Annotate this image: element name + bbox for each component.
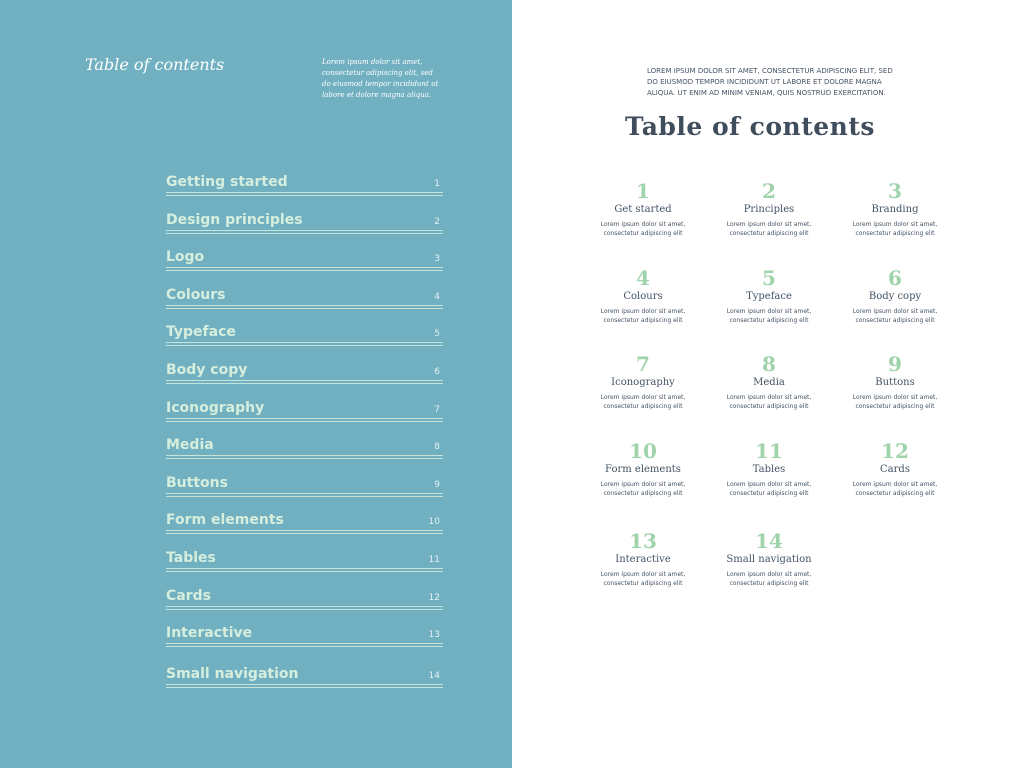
toc-divider	[166, 530, 443, 534]
toc-grid-cell[interactable]	[699, 181, 839, 238]
section-description	[699, 570, 839, 588]
section-description-line: Lorem ipsum dolor sit amet,	[852, 221, 938, 228]
section-description	[825, 307, 965, 325]
section-description-line: Lorem ipsum dolor sit amet,	[600, 221, 686, 228]
toc-item-page-number: 5	[434, 329, 440, 340]
toc-grid-cell[interactable]	[699, 268, 839, 325]
section-description-line: Lorem ipsum dolor sit amet,	[726, 308, 812, 315]
section-description-line: Lorem ipsum dolor sit amet,	[600, 308, 686, 315]
toc-grid-cell[interactable]	[699, 531, 839, 588]
toc-item[interactable]	[166, 475, 443, 513]
section-title: Branding	[871, 204, 919, 215]
toc-item-page-number: 9	[434, 479, 440, 490]
toc-item-page-number: 7	[434, 404, 440, 415]
section-description	[573, 220, 713, 238]
toc-item-label: Typeface	[166, 324, 236, 341]
toc-divider	[166, 606, 443, 610]
toc-grid-cell[interactable]	[573, 354, 713, 411]
toc-divider	[166, 380, 443, 384]
toc-item-page-number: 4	[434, 291, 440, 302]
section-description	[699, 480, 839, 498]
section-description-line: Lorem ipsum dolor sit amet,	[600, 571, 686, 578]
section-number: 13	[629, 529, 657, 553]
toc-item[interactable]	[166, 212, 443, 250]
section-description-line: Lorem ipsum dolor sit amet,	[726, 481, 812, 488]
left-intro-text: Lorem ipsum dolor sit amet, consectetur adipiscing elit, sed do eiusmod tempor incididunt ut labore et dolore magna aliqua.	[322, 58, 439, 99]
toc-item[interactable]	[166, 400, 443, 438]
section-number: 5	[762, 266, 776, 290]
section-number: 4	[636, 266, 650, 290]
toc-item[interactable]	[166, 362, 443, 400]
section-description-line: consectetur adipiscing elit	[729, 403, 809, 410]
toc-item-label: Tables	[166, 549, 216, 566]
toc-item-page-number: 1	[434, 179, 440, 189]
toc-grid-cell[interactable]	[825, 354, 965, 411]
section-number: 7	[636, 352, 650, 376]
section-title: Body copy	[868, 291, 922, 302]
section-description	[573, 307, 713, 325]
section-description-line: consectetur adipiscing elit	[729, 580, 809, 587]
toc-divider	[166, 684, 443, 688]
section-title: Form elements	[605, 464, 681, 475]
toc-item-label: Design principles	[166, 211, 303, 228]
toc-item[interactable]	[166, 588, 443, 626]
section-description	[573, 570, 713, 588]
toc-item[interactable]	[166, 550, 443, 588]
toc-item-page-number: 14	[428, 671, 440, 682]
section-title: Media	[753, 377, 785, 388]
toc-grid-cell[interactable]	[825, 268, 965, 325]
toc-grid-cell[interactable]	[825, 181, 965, 238]
toc-item-label: Iconography	[166, 399, 265, 416]
section-number: 8	[762, 352, 776, 376]
section-title: Iconography	[611, 377, 675, 388]
toc-grid-cell[interactable]	[825, 441, 965, 498]
toc-item[interactable]	[166, 666, 443, 704]
toc-item-page-number: 12	[428, 592, 440, 603]
toc-item-page-number: 3	[434, 254, 440, 265]
toc-item[interactable]	[166, 174, 443, 212]
section-title: Buttons	[875, 377, 915, 388]
toc-item-label: Colours	[166, 286, 226, 303]
section-number: 11	[755, 439, 783, 463]
toc-divider	[166, 643, 443, 647]
toc-item[interactable]	[166, 324, 443, 362]
section-number: 1	[636, 179, 650, 203]
toc-divider	[166, 230, 443, 234]
section-description	[699, 393, 839, 411]
toc-item-label: Getting started	[166, 174, 288, 190]
toc-item-page-number: 11	[428, 554, 440, 565]
toc-item[interactable]	[166, 249, 443, 287]
section-description	[825, 393, 965, 411]
toc-divider	[166, 418, 443, 422]
section-description	[699, 307, 839, 325]
right-page-title: Table of contents	[625, 112, 875, 141]
toc-item-label: Form elements	[166, 512, 284, 529]
section-description-line: consectetur adipiscing elit	[855, 490, 935, 497]
section-number: 14	[755, 529, 783, 553]
toc-divider	[166, 493, 443, 497]
toc-item[interactable]	[166, 437, 443, 475]
section-number: 2	[762, 179, 776, 203]
section-description-line: consectetur adipiscing elit	[603, 403, 683, 410]
section-title: Colours	[623, 291, 663, 302]
section-title: Cards	[880, 464, 910, 475]
toc-item-label: Body copy	[166, 361, 248, 378]
toc-item-label: Buttons	[166, 474, 228, 491]
toc-item-page-number: 6	[434, 366, 440, 377]
toc-divider	[166, 305, 443, 309]
section-number: 9	[888, 352, 902, 376]
section-description-line: consectetur adipiscing elit	[729, 230, 809, 237]
toc-divider	[166, 192, 443, 196]
toc-item-page-number: 8	[434, 442, 440, 453]
section-description-line: consectetur adipiscing elit	[603, 317, 683, 324]
toc-item[interactable]	[166, 287, 443, 325]
toc-item-label: Cards	[166, 587, 211, 604]
section-description-line: consectetur adipiscing elit	[855, 230, 935, 237]
toc-divider	[166, 267, 443, 271]
section-title: Interactive	[615, 554, 671, 565]
section-description-line: consectetur adipiscing elit	[855, 403, 935, 410]
toc-item-label: Logo	[166, 249, 205, 266]
section-description-line: consectetur adipiscing elit	[729, 317, 809, 324]
section-description-line: Lorem ipsum dolor sit amet,	[726, 394, 812, 401]
toc-item[interactable]	[166, 625, 443, 663]
section-description	[699, 220, 839, 238]
section-description-line: Lorem ipsum dolor sit amet,	[852, 481, 938, 488]
section-title: Tables	[752, 464, 786, 475]
toc-grid-cell[interactable]	[573, 531, 713, 588]
toc-divider	[166, 568, 443, 572]
section-number: 10	[629, 439, 657, 463]
toc-grid-cell[interactable]	[699, 441, 839, 498]
section-description-line: consectetur adipiscing elit	[603, 230, 683, 237]
toc-divider	[166, 342, 443, 346]
toc-item-label: Interactive	[166, 625, 253, 642]
section-title: Typeface	[746, 291, 792, 302]
section-title: Get started	[614, 204, 672, 215]
section-description-line: Lorem ipsum dolor sit amet,	[600, 394, 686, 401]
toc-list	[166, 174, 443, 704]
section-description-line: consectetur adipiscing elit	[855, 317, 935, 324]
section-title: Small navigation	[726, 554, 812, 565]
toc-item-page-number: 2	[434, 216, 440, 227]
toc-divider	[166, 455, 443, 459]
section-description	[573, 393, 713, 411]
section-description-line: Lorem ipsum dolor sit amet,	[852, 308, 938, 315]
section-description	[825, 220, 965, 238]
section-description-line: consectetur adipiscing elit	[603, 490, 683, 497]
toc-grid-cell[interactable]	[573, 441, 713, 498]
toc-item[interactable]	[166, 512, 443, 550]
right-intro-text: LOREM IPSUM DOLOR SIT AMET, CONSECTETUR ADIPISCING ELIT, SED DO EIUSMOD TEMPOR INCIDIDUNT UT LABORE ET DOLORE MAGNA ALIQUA. UT ENIM AD MINIM VENIAM, QUIS NOSTRUD EXERCITATION.	[647, 67, 893, 97]
section-description-line: Lorem ipsum dolor sit amet,	[852, 394, 938, 401]
section-description-line: Lorem ipsum dolor sit amet,	[600, 481, 686, 488]
toc-item-label: Small navigation	[166, 666, 299, 683]
section-description-line: Lorem ipsum dolor sit amet,	[726, 221, 812, 228]
section-description	[825, 480, 965, 498]
left-page-title: Table of contents	[85, 55, 225, 74]
toc-item-label: Media	[166, 437, 214, 454]
toc-grid-cell[interactable]	[573, 181, 713, 238]
toc-grid-cell[interactable]	[573, 268, 713, 325]
section-number: 6	[888, 266, 902, 290]
section-number: 3	[888, 179, 902, 203]
section-description-line: Lorem ipsum dolor sit amet,	[726, 571, 812, 578]
section-description-line: consectetur adipiscing elit	[729, 490, 809, 497]
section-description-line: consectetur adipiscing elit	[603, 580, 683, 587]
toc-item-page-number: 13	[428, 630, 440, 641]
toc-item-page-number: 10	[428, 517, 440, 528]
section-number: 12	[881, 439, 909, 463]
section-title: Principles	[743, 204, 795, 215]
section-description	[573, 480, 713, 498]
toc-grid-cell[interactable]	[699, 354, 839, 411]
